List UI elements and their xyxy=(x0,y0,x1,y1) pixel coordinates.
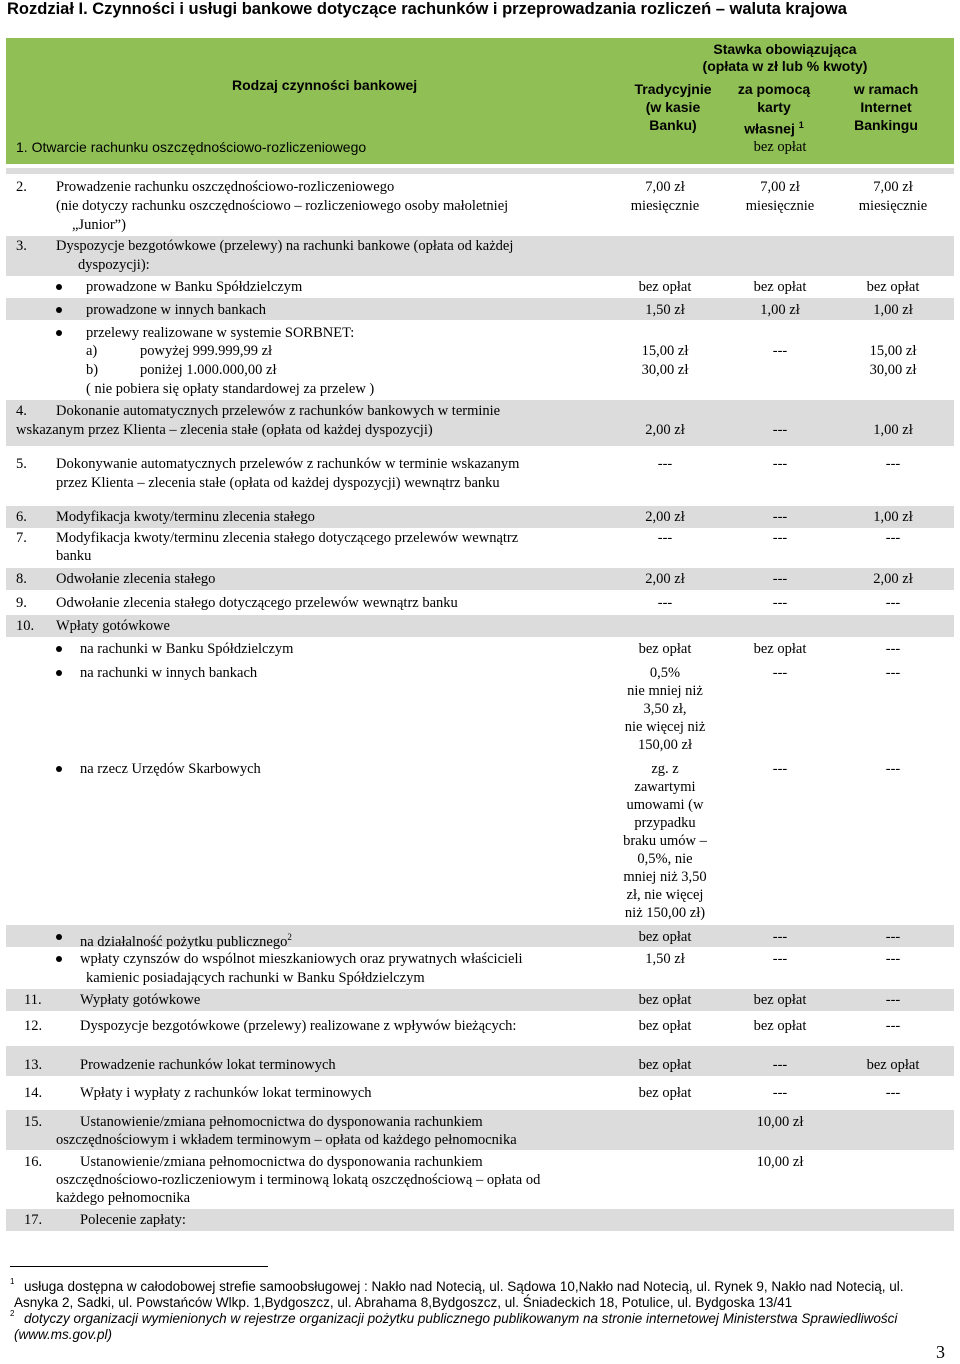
row2-v3b: miesięcznie xyxy=(858,198,928,214)
row10-number: 10. xyxy=(16,618,35,634)
row5-line2: przez Klienta – zlecenia stałe (opłata od każdej dyspozycji) wewnątrz banku xyxy=(56,475,500,491)
row9-v1: --- xyxy=(657,595,673,611)
row16-value: 10,00 zł xyxy=(756,1154,804,1170)
row3-b3-a: a) xyxy=(86,343,98,359)
row10-b1-v1: bez opłat xyxy=(638,641,692,657)
row3-b2-v2: 1,00 zł xyxy=(760,302,800,318)
row3-b3-b: b) xyxy=(86,362,99,378)
row1-text: 1. Otwarcie rachunku oszczędnościowo-rozliczeniowego xyxy=(16,139,367,155)
row2-v1a: 7,00 zł xyxy=(645,179,685,195)
row5-v3: --- xyxy=(885,456,901,472)
row10-b2-v2: --- xyxy=(772,665,788,681)
row16-line3: każdego pełnomocnika xyxy=(56,1190,191,1206)
row12-number: 12. xyxy=(24,1018,43,1034)
row17-number: 17. xyxy=(24,1212,43,1228)
row2-v1b: miesięcznie xyxy=(630,198,700,214)
row10-b3-v1-l9: niż 150,00 zł) xyxy=(624,905,706,921)
row10-b3-v1-l8: zł, nie więcej xyxy=(626,887,704,903)
row1-value: bez opłat xyxy=(753,139,807,155)
row9-number: 9. xyxy=(16,595,27,611)
row12-v3: --- xyxy=(885,1018,901,1034)
row10-b1-v3: --- xyxy=(885,641,901,657)
row-separator xyxy=(6,168,954,174)
row12-text: Dyspozycje bezgotówkowe (przelewy) realizowane z wpływów bieżących: xyxy=(80,1018,517,1034)
row12-v1: bez opłat xyxy=(638,1018,692,1034)
row7-v1: --- xyxy=(657,530,673,546)
row10-b2-text: na rachunki w innych bankach xyxy=(80,665,258,681)
row3-b3-v3b: 30,00 zł xyxy=(869,362,917,378)
row10-b3-v1-l6: 0,5%, nie xyxy=(637,851,693,867)
col-internet-l1: w ramach xyxy=(853,81,919,97)
row13-v3: bez opłat xyxy=(866,1057,920,1073)
row3-b1-v3: bez opłat xyxy=(866,279,920,295)
footnote1-line1: usługa dostępna w całodobowej strefie samoobsługowej : Nakło nad Notecią, ul. Sądowa 10,Nakło nad Notecią, ul. Rynek 9, Nakło nad Notecią, ul. xyxy=(24,1279,904,1294)
page-title: Rozdział I. Czynności i usługi bankowe dotyczące rachunków i przeprowadzania rozliczeń – waluta krajowa xyxy=(7,0,847,18)
row4-line2: wskazanym przez Klienta – zlecenia stałe (opłata od każdej dyspozycji) xyxy=(16,422,433,438)
row14-v3: --- xyxy=(885,1085,901,1101)
row5-line1: Dokonywanie automatycznych przelewów z rachunków w terminie wskazanym xyxy=(56,456,520,472)
row10-b2-v1-l3: 3,50 zł, xyxy=(643,701,687,717)
col-card-l1: za pomocą xyxy=(737,81,811,97)
row8-text: Odwołanie zlecenia stałego xyxy=(56,571,216,587)
row2-v2a: 7,00 zł xyxy=(760,179,800,195)
row4-line1: Dokonanie automatycznych przelewów z rachunków bankowych w terminie xyxy=(56,403,501,419)
row10-b1-text: na rachunki w Banku Spółdzielczym xyxy=(80,641,294,657)
row7-line1: Modyfikacja kwoty/terminu zlecenia stałego dotyczącego przelewów wewnątrz xyxy=(56,530,519,546)
row11-v3: --- xyxy=(885,992,901,1008)
row14-text: Wpłaty i wypłaty z rachunków lokat terminowych xyxy=(80,1085,372,1101)
row3-b3-v1a: 15,00 zł xyxy=(641,343,689,359)
row10-b4-text: na działalność pożytku publicznego$^2$ xyxy=(80,932,292,950)
row10-b3-v1-l7: mniej niż 3,50 xyxy=(623,869,707,885)
row10-b3-text: na rzecz Urzędów Skarbowych xyxy=(80,761,261,777)
row10-b3-v1-l1: zg. z xyxy=(651,761,679,777)
row10-text: Wpłaty gotówkowe xyxy=(56,618,170,634)
col-internet-l3: Bankingu xyxy=(854,117,918,133)
row3-b2-v3: 1,00 zł xyxy=(873,302,913,318)
row8-v2: --- xyxy=(772,571,788,587)
row10-b5-line2: kamienic posiadających rachunki w Banku Spółdzielczym xyxy=(86,970,425,986)
bullet xyxy=(56,330,62,336)
row3-b3-text: przelewy realizowane w systemie SORBNET: xyxy=(86,325,355,341)
row13-v1: bez opłat xyxy=(638,1057,692,1073)
row2-number: 2. xyxy=(16,179,27,195)
row14-v1: bez opłat xyxy=(638,1085,692,1101)
row4-v2: --- xyxy=(772,422,788,438)
bullet xyxy=(56,284,62,290)
row10-b3-v1-l4: przypadku xyxy=(634,815,696,831)
row2-line3: „Junior”) xyxy=(72,217,126,233)
row7-v2: --- xyxy=(772,530,788,546)
col-card-l3: własnej $^1$ xyxy=(744,120,804,137)
row10-b2-v1-l4: nie więcej niż xyxy=(624,719,706,735)
col-card-l2: karty xyxy=(757,99,791,115)
bullet xyxy=(56,956,62,962)
row10-b3-v2: --- xyxy=(772,761,788,777)
row3-line2: dyspozycji): xyxy=(78,257,150,273)
row3-b3-a-text: powyżej 999.999,99 zł xyxy=(140,343,273,359)
row10-b4-v1: bez opłat xyxy=(638,929,692,945)
row10-b4-v3: --- xyxy=(885,929,901,945)
row3-b3-b-text: poniżej 1.000.000,00 zł xyxy=(140,362,277,378)
row10-b5-v1: 1,50 zł xyxy=(645,951,685,967)
row3-b2-text: prowadzone w innych bankach xyxy=(86,302,266,318)
footnote1-line2: Asnyka 2, Sadki, ul. Powstańców Wlkp. 1,Bydgoszcz, ul. Abrahama 8,Bydgoszcz, ul. Śniadeckich 18, Potulice, ul. Bydgoska 13/41 xyxy=(14,1295,793,1310)
row8-v3: 2,00 zł xyxy=(873,571,913,587)
rate-header-line2: (opłata w zł lub % kwoty) xyxy=(702,58,868,74)
row15-line1: Ustanowienie/zmiana pełnomocnictwa do dysponowania rachunkiem xyxy=(80,1114,483,1130)
row14-v2: --- xyxy=(772,1085,788,1101)
row6-number: 6. xyxy=(16,509,27,525)
col-traditional-l3: Banku) xyxy=(649,117,697,133)
row7-v3: --- xyxy=(885,530,901,546)
row8-v1: 2,00 zł xyxy=(645,571,685,587)
row10-b3-v1-l2: zawartymi xyxy=(634,779,696,795)
row3-b1-v1: bez opłat xyxy=(638,279,692,295)
row15-line2: oszczędnościowym i wkładem terminowym – opłata od każdego pełnomocnika xyxy=(56,1132,517,1148)
row13-v2: --- xyxy=(772,1057,788,1073)
row10-b5-v2: --- xyxy=(772,951,788,967)
footnote2-marker: 2 xyxy=(10,1309,15,1318)
page-number: 3 xyxy=(936,1342,945,1362)
row12-v2: bez opłat xyxy=(753,1018,807,1034)
col-traditional-l2: (w kasie xyxy=(645,99,701,115)
row6-text: Modyfikacja kwoty/terminu zlecenia stałego xyxy=(56,509,315,525)
row3-b3-v1b: 30,00 zł xyxy=(641,362,689,378)
col-traditional-l1: Tradycyjnie xyxy=(634,81,712,97)
row10-b5-line1: wpłaty czynszów do wspólnot mieszkaniowych oraz prywatnych właścicieli xyxy=(80,951,523,967)
row10-b2-v3: --- xyxy=(885,665,901,681)
row15-value: 10,00 zł xyxy=(756,1114,804,1130)
row3-line1: Dyspozycje bezgotówkowe (przelewy) na rachunki bankowe (opłata od każdej xyxy=(56,238,514,254)
bullet xyxy=(56,670,62,676)
row10-b3-v1-l5: braku umów – xyxy=(623,833,707,849)
row2-v2b: miesięcznie xyxy=(745,198,815,214)
footnote2-line1: dotyczy organizacji wymienionych w rejestrze organizacji pożytku publicznego publikowanym na stronie internetowej Ministerstwa Sprawiedliwości xyxy=(24,1311,898,1326)
row7-line2: banku xyxy=(56,548,92,564)
row13-text: Prowadzenie rachunków lokat terminowych xyxy=(80,1057,336,1073)
col-internet-l2: Internet xyxy=(860,99,912,115)
row9-text: Odwołanie zlecenia stałego dotyczącego przelewów wewnątrz banku xyxy=(56,595,458,611)
row15-number: 15. xyxy=(24,1114,43,1130)
bullet xyxy=(56,934,62,940)
row9-v3: --- xyxy=(885,595,901,611)
row3-b1-text: prowadzone w Banku Spółdzielczym xyxy=(86,279,303,295)
row5-v2: --- xyxy=(772,456,788,472)
row2-line2: (nie dotyczy rachunku oszczędnościowo – rozliczeniowego osoby małoletniej xyxy=(56,198,509,214)
row10-b1-v2: bez opłat xyxy=(753,641,807,657)
row6-v2: --- xyxy=(772,509,788,525)
row8-number: 8. xyxy=(16,571,27,587)
row3-b3-note: ( nie pobiera się opłaty standardowej za przelew ) xyxy=(86,381,375,397)
row6-v3: 1,00 zł xyxy=(873,509,913,525)
row14-number: 14. xyxy=(24,1085,43,1101)
bullet xyxy=(56,646,62,652)
row2-v3a: 7,00 zł xyxy=(873,179,913,195)
rate-header-line1: Stawka obowiązująca xyxy=(713,41,857,57)
row3-b3-v3a: 15,00 zł xyxy=(869,343,917,359)
row10-b3-v3: --- xyxy=(885,761,901,777)
row16-line1: Ustanowienie/zmiana pełnomocnictwa do dysponowania rachunkiem xyxy=(80,1154,483,1170)
row11-number: 11. xyxy=(24,992,42,1008)
row10-b2-v1-l5: 150,00 zł xyxy=(638,737,692,753)
row3-b2-v1: 1,50 zł xyxy=(645,302,685,318)
row11-v2: bez opłat xyxy=(753,992,807,1008)
row13-number: 13. xyxy=(24,1057,43,1073)
row9-v2: --- xyxy=(772,595,788,611)
row6-v1: 2,00 zł xyxy=(645,509,685,525)
footnote-separator xyxy=(10,1266,268,1267)
row5-v1: --- xyxy=(657,456,673,472)
row5-number: 5. xyxy=(16,456,27,472)
bullet xyxy=(56,766,62,772)
row4-v1: 2,00 zł xyxy=(645,422,685,438)
footnote2-line2: (www.ms.gov.pl) xyxy=(14,1327,113,1342)
row11-text: Wypłaty gotówkowe xyxy=(80,992,201,1008)
row4-number: 4. xyxy=(16,403,27,419)
row10-b5-v3: --- xyxy=(885,951,901,967)
row7-number: 7. xyxy=(16,530,27,546)
row10-b3-v1-l3: umowami (w xyxy=(626,797,704,813)
activity-column-header: Rodzaj czynności bankowej xyxy=(232,77,418,93)
row17-text: Polecenie zapłaty: xyxy=(80,1212,186,1228)
row3-b1-v2: bez opłat xyxy=(753,279,807,295)
footnote1-marker: 1 xyxy=(10,1277,15,1286)
row2-line1: Prowadzenie rachunku oszczędnościowo-rozliczeniowego xyxy=(56,179,395,195)
row16-number: 16. xyxy=(24,1154,43,1170)
row10-b2-v1-l1: 0,5% xyxy=(649,665,681,681)
row4-v3: 1,00 zł xyxy=(873,422,913,438)
row10-b2-v1-l2: nie mniej niż xyxy=(627,683,703,699)
row16-line2: oszczędnościowo-rozliczeniowym i terminową lokatą oszczędnościową – opłata od xyxy=(56,1172,541,1188)
row10-b4-v2: --- xyxy=(772,929,788,945)
bullet xyxy=(56,307,62,313)
row11-v1: bez opłat xyxy=(638,992,692,1008)
row3-number: 3. xyxy=(16,238,27,254)
row3-b3-v2: --- xyxy=(772,343,788,359)
